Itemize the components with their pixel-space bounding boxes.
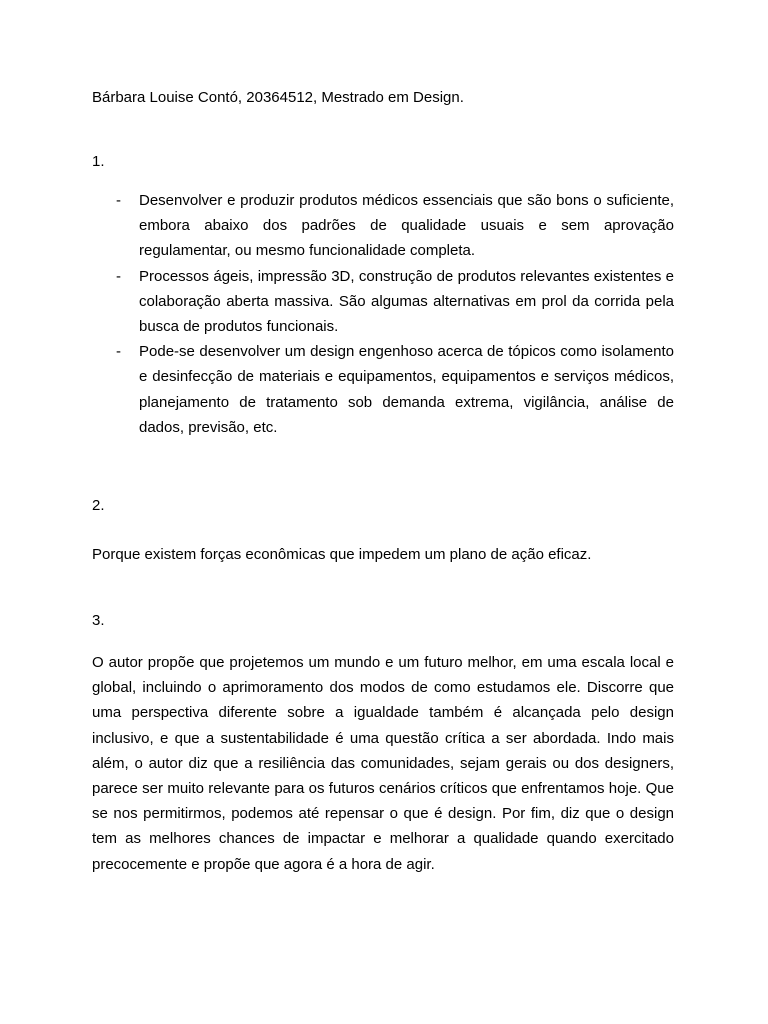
list-item-text: Processos ágeis, impressão 3D, construção de produtos relevantes existentes e colaboração aberta massiva. São algumas alternativas em prol da corrida pela busca de produtos funcionais.	[139, 267, 674, 336]
list-item	[92, 264, 674, 340]
bullet-dash: -	[116, 267, 121, 285]
list-item-text: Pode-se desenvolver um design engenhoso acerca de tópicos como isolamento e desinfecção de materiais e equipamentos, equipamentos e serviços médicos, planejamento de tratamento sob demanda extrema, vigilância, análise de dados, previsão, etc.	[139, 343, 674, 436]
section-2-text: Porque existem forças econômicas que impedem um plano de ação eficaz.	[92, 546, 592, 563]
section-1-number: 1.	[92, 153, 105, 170]
list-item	[92, 339, 674, 440]
section-2-number: 2.	[92, 497, 105, 514]
bullet-dash: -	[116, 192, 121, 209]
section-1-list	[92, 188, 674, 440]
section-3-text: O autor propõe que projetemos um mundo e um futuro melhor, em uma escala local e global, incluindo o aprimoramento dos modos de como estudamos ele. Discorre que uma perspectiva diferente sobre a igualdade também é alcançada pelo design inclusivo, e que a sustentabilidade é uma questão crítica a ser abordada. Indo mais além, o autor diz que a resiliência das comunidades, sejam gerais ou dos designers, parece ser muito relevante para os futuros cenários críticos que enfrentamos hoje. Que se nos permitirmos, podemos até repensar o que é design. Por fim, diz que o design tem as melhores chances de impactar e melhorar a qualidade quando exercitado precocemente e propõe que agora é a hora de agir.	[92, 654, 674, 873]
list-item	[92, 188, 674, 264]
section-3-number: 3.	[92, 612, 105, 629]
author-header: Bárbara Louise Contó, 20364512, Mestrado em Design.	[92, 89, 464, 106]
bullet-dash: -	[116, 343, 121, 361]
list-item-text: Desenvolver e produzir produtos médicos essenciais que são bons o suficiente, embora abaixo dos padrões de qualidade usuais e sem aprovação regulamentar, ou mesmo funcionalidade completa.	[139, 192, 674, 260]
